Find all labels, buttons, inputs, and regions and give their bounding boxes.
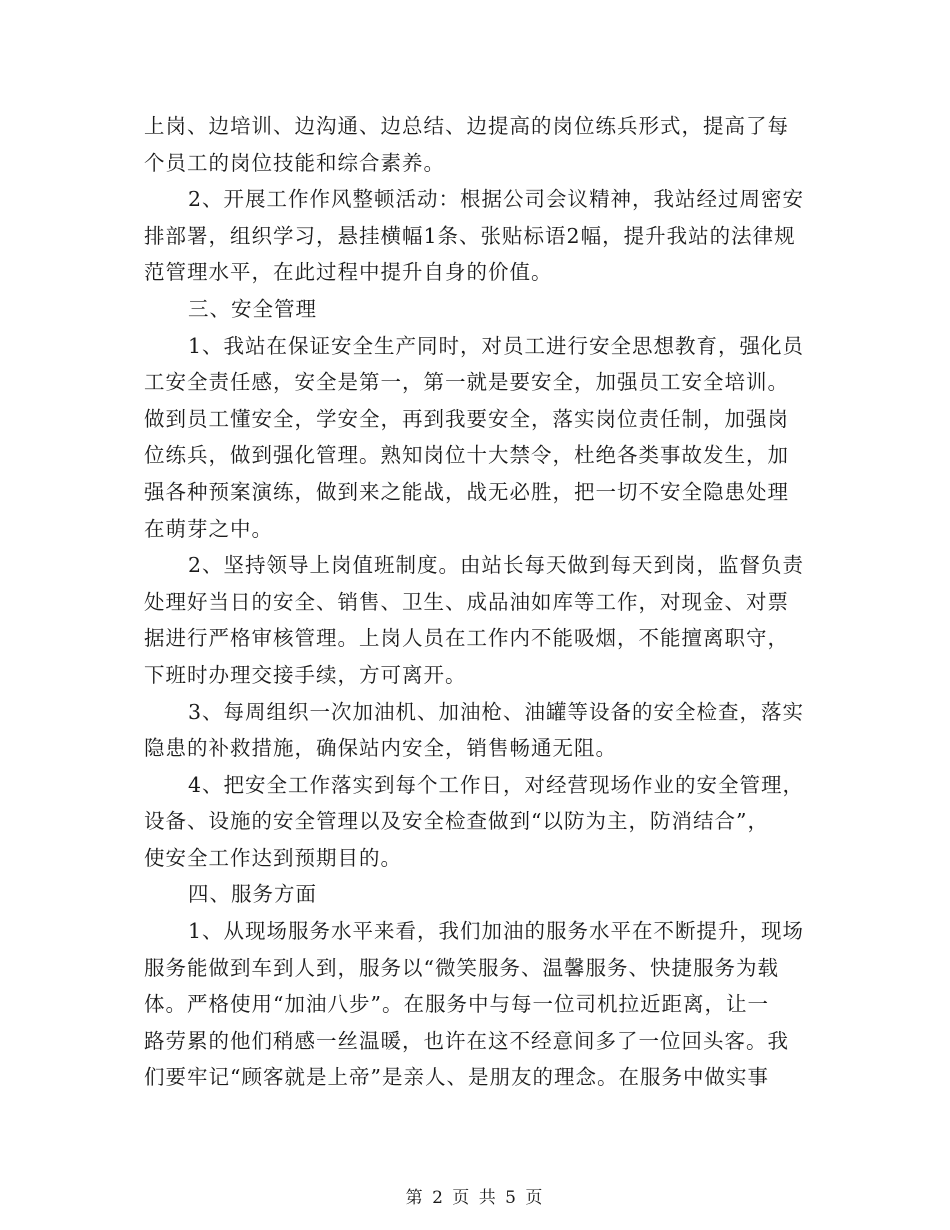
text-line: 路劳累的他们稍感一丝温暖，也许在这不经意间多了一位回头客。我: [144, 1028, 789, 1053]
text-line: 2、开展工作作风整顿活动：根据公司会议精神，我站经过周密安: [188, 187, 805, 212]
text-line: 下班时办理交接手续，方可离开。: [144, 662, 467, 687]
text-line: 据进行严格审核管理。上岗人员在工作内不能吸烟，不能擅离职守，: [144, 626, 789, 651]
text-line: 体。严格使用“加油八步”。在服务中与每一位司机拉近距离，让一: [144, 992, 769, 1017]
text-line: 个员工的岗位技能和综合素养。: [144, 150, 445, 175]
page-footer: 第 2 页 共 5 页: [405, 1188, 545, 1208]
text-line: 位练兵，做到强化管理。熟知岗位十大禁令，杜绝各类事故发生，加: [144, 443, 789, 468]
text-line: 2、坚持领导上岗值班制度。由站长每天做到每天到岗，监督负责: [188, 553, 805, 578]
text-line: 4、把安全工作落实到每个工作日，对经营现场作业的安全管理，: [188, 772, 805, 797]
text-line: 服务能做到车到人到，服务以“微笑服务、温馨服务、快捷服务为载: [144, 955, 779, 980]
text-line: 排部署，组织学习，悬挂横幅1条、张贴标语2幅，提升我站的法律规: [144, 223, 796, 248]
text-line: 四、服务方面: [188, 882, 317, 907]
text-line: 在萌芽之中。: [144, 516, 273, 541]
text-line: 3、每周组织一次加油机、加油枪、油罐等设备的安全检查，落实: [188, 699, 805, 724]
text-line: 工安全责任感，安全是第一，第一就是要安全，加强员工安全培训。: [144, 370, 789, 395]
text-line: 1、从现场服务水平来看，我们加油的服务水平在不断提升，现场: [188, 919, 805, 944]
text-line: 们要牢记“顾客就是上帝”是亲人、是朋友的理念。在服务中做实事: [144, 1065, 769, 1090]
text-line: 设备、设施的安全管理以及安全检查做到“以防为主，防消结合”，: [144, 809, 769, 834]
text-line: 三、安全管理: [188, 296, 317, 321]
text-line: 1、我站在保证安全生产同时，对员工进行安全思想教育，强化员: [188, 333, 805, 358]
text-line: 范管理水平，在此过程中提升自身的价值。: [144, 260, 553, 285]
text-line: 处理好当日的安全、销售、卫生、成品油如库等工作，对现金、对票: [144, 589, 789, 614]
text-line: 隐患的补救措施，确保站内安全，销售畅通无阻。: [144, 736, 617, 761]
text-line: 做到员工懂安全，学安全，再到我要安全，落实岗位责任制，加强岗: [144, 406, 789, 431]
body-text: [144, 108, 814, 1096]
text-line: 强各种预案演练，做到来之能战，战无必胜，把一切不安全隐患处理: [144, 479, 789, 504]
text-line: 使安全工作达到预期目的。: [144, 845, 402, 870]
text-line: 上岗、边培训、边沟通、边总结、边提高的岗位练兵形式，提高了每: [144, 114, 789, 138]
